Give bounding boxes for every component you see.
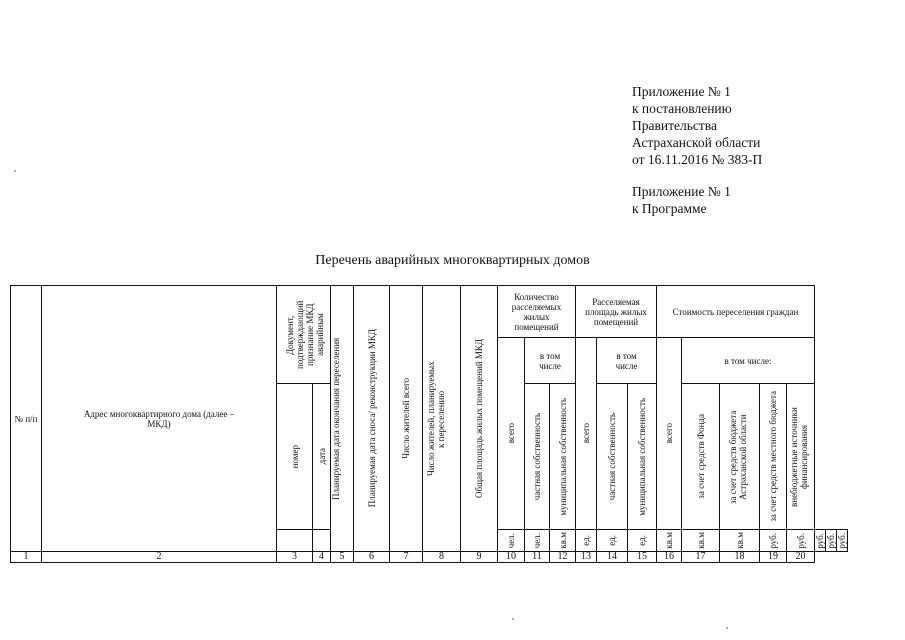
col-resettle-date-label: Планируемая дата окончания переселения	[331, 337, 341, 500]
column-number: 20	[787, 552, 815, 563]
cost-total-label: всего	[664, 423, 674, 444]
col-demolish-date-label: Планируемая дата сноса/ реконструкции МКД	[366, 329, 377, 508]
col-resettle-date-header	[331, 286, 354, 552]
area-municipal-label: муниципальная собственность	[637, 397, 647, 516]
column-number: 2	[42, 552, 277, 563]
unit-label: чел.	[506, 532, 516, 549]
column-number: 17	[682, 552, 720, 563]
unit-cell	[760, 530, 787, 552]
rooms-municipal-header	[550, 384, 576, 530]
unit-cell	[277, 530, 313, 552]
unit-cell	[837, 530, 848, 552]
cost-fund-label: за счет средств Фонда	[695, 414, 706, 499]
appendix-line: Приложение № 1	[632, 184, 731, 199]
rooms-private-header	[525, 384, 550, 530]
unit-label: руб.	[795, 532, 806, 549]
unit-cell	[525, 530, 550, 552]
unit-cell	[826, 530, 837, 552]
appendix-program-header	[632, 183, 731, 217]
area-private-label: частная собственность	[607, 412, 617, 501]
column-number: 7	[390, 552, 423, 563]
group-cost-header: Стоимость переселения граждан	[657, 286, 815, 338]
col-residents-planned-label: Число жителей, планируемых к переселению	[425, 361, 446, 476]
column-number: 12	[550, 552, 576, 563]
column-number: 14	[597, 552, 628, 563]
unit-cell	[576, 530, 597, 552]
unit-label: кв.м	[557, 532, 568, 549]
scan-speck	[512, 618, 514, 620]
unit-cell	[498, 530, 525, 552]
column-number: 9	[461, 552, 498, 563]
cost-total-header	[657, 338, 682, 530]
col-residents-total-label: Число жителей всего	[401, 378, 411, 459]
column-number: 19	[760, 552, 787, 563]
unit-label: кв.м	[734, 532, 745, 549]
rooms-municipal-label: муниципальная собственность	[557, 397, 568, 516]
unit-label: ед.	[637, 535, 647, 546]
doc-number-label: номер	[289, 444, 300, 469]
area-municipal-header	[628, 384, 657, 530]
doc-date-label: дата	[316, 448, 327, 465]
area-total-label: всего	[581, 423, 591, 444]
col-total-area-label: Общая площадь жилых помещений МКД	[474, 339, 484, 498]
unit-cell	[720, 530, 760, 552]
cost-regional-header	[720, 384, 760, 530]
unit-label: чел.	[532, 532, 542, 549]
column-number: 5	[331, 552, 354, 563]
doc-group-label: Документ, подтверждающий признание МКД аварийным	[284, 300, 325, 369]
appendix-line: Правительства	[632, 118, 717, 133]
column-number: 13	[576, 552, 597, 563]
col-address-header: Адрес многоквартирного дома (далее – МКД)	[42, 286, 277, 552]
col-residents-planned-header	[423, 286, 461, 552]
doc-group-header	[277, 286, 331, 384]
doc-number-header	[277, 384, 313, 530]
unit-cell	[815, 530, 826, 552]
cost-local-label: за счет средств местного бюджета	[768, 391, 778, 522]
area-incl-header: в том числе	[597, 338, 657, 384]
rooms-total-label: всего	[506, 423, 516, 444]
unit-label: руб.	[815, 532, 825, 549]
column-number: 3	[277, 552, 313, 563]
unit-label: руб.	[768, 532, 778, 549]
column-number: 8	[423, 552, 461, 563]
group-area-header: Расселяемая площадь жилых помещений	[576, 286, 657, 338]
page-title: Перечень аварийных многоквартирных домов	[315, 253, 590, 268]
rooms-total-header	[498, 338, 525, 530]
unit-label: руб.	[826, 532, 836, 549]
unit-cell	[682, 530, 720, 552]
unit-cell	[657, 530, 682, 552]
unit-label: руб.	[837, 532, 847, 549]
column-number: 4	[313, 552, 331, 563]
col-total-area-header	[461, 286, 498, 552]
scan-speck	[726, 627, 728, 629]
rooms-incl-header: в том числе	[525, 338, 576, 384]
column-number: 11	[525, 552, 550, 563]
appendix-line: к Программе	[632, 201, 707, 216]
unit-label: кв.м	[695, 532, 706, 549]
cost-incl-header: в том числе:	[682, 338, 815, 384]
appendix-header	[632, 83, 762, 168]
unit-cell	[628, 530, 657, 552]
column-number: 15	[628, 552, 657, 563]
area-total-header	[576, 338, 597, 530]
cost-local-header	[760, 384, 787, 530]
col-demolish-date-header	[354, 286, 390, 552]
unit-label: кв.м	[664, 532, 674, 549]
column-number: 6	[354, 552, 390, 563]
group-rooms-header: Количество расселяемых жилых помещений	[498, 286, 576, 338]
column-number: 16	[657, 552, 682, 563]
cost-extrabudget-header	[787, 384, 815, 530]
unit-cell	[313, 530, 331, 552]
doc-date-header	[313, 384, 331, 530]
buildings-table	[10, 285, 848, 563]
cost-regional-label: за счет средств бюджета Астраханской области	[727, 409, 748, 504]
appendix-line: Астраханской области	[632, 135, 761, 150]
cost-extrabudget-label: внебюджетные источники финансирования	[788, 406, 809, 507]
area-private-header	[597, 384, 628, 530]
unit-cell	[597, 530, 628, 552]
column-number: 10	[498, 552, 525, 563]
appendix-line: к постановлению	[632, 101, 732, 116]
scan-speck	[14, 170, 16, 172]
unit-label: ед.	[607, 535, 617, 546]
unit-cell	[787, 530, 815, 552]
unit-cell	[550, 530, 576, 552]
appendix-line: Приложение № 1	[632, 84, 731, 99]
rooms-private-label: частная собственность	[532, 412, 542, 501]
appendix-line: от 16.11.2016 № 383-П	[632, 152, 763, 167]
col-num-header: № п/п	[11, 286, 42, 552]
column-number: 18	[720, 552, 760, 563]
unit-label: ед.	[581, 535, 591, 546]
cost-fund-header	[682, 384, 720, 530]
column-number: 1	[11, 552, 42, 563]
col-residents-total-header	[390, 286, 423, 552]
